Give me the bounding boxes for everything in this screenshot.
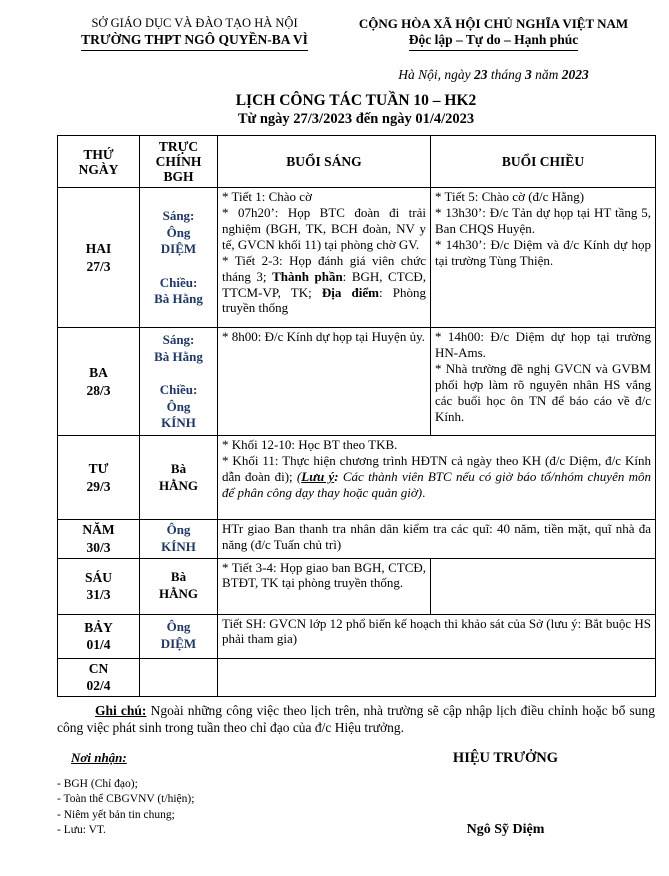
text-line: DIỆM xyxy=(160,241,197,257)
schedule-entry: * Tiết 1: Chào cờ xyxy=(222,189,312,205)
schedule-entry: * Tiết 5: Chào cờ (đ/c Hằng) xyxy=(435,189,585,205)
national-motto: Độc lập – Tự do – Hạnh phúc xyxy=(332,32,655,51)
text-line: SÁU xyxy=(84,569,112,585)
schedule-entry: Tiết SH: GVCN lớp 12 phổ biến kế hoạch thi khảo sát của Sở (lưu ý: Bắt buộc HS phải tham gia) xyxy=(222,615,651,647)
table-row xyxy=(58,658,656,696)
text-line: BUỔI CHIỀU xyxy=(501,154,585,170)
text-line: KÍNH xyxy=(161,415,196,431)
text-line xyxy=(140,365,217,382)
text-line: - BGH (Chỉ đạo); xyxy=(57,777,138,790)
schedule-entry: * 13h30’: Đ/c Tản dự họp tại HT tầng 5, Ban CHQS Huyện. xyxy=(435,205,651,237)
afternoon-cell xyxy=(431,328,656,436)
all-day-cell xyxy=(218,614,656,658)
text-line: BẢY xyxy=(84,619,113,635)
schedule-table xyxy=(57,135,656,697)
duty-cell xyxy=(140,520,218,558)
table-row xyxy=(58,520,656,558)
text-line: 31/3 xyxy=(86,587,111,603)
text-line: 02/4 xyxy=(86,678,111,694)
column-header-day xyxy=(58,136,140,188)
day-cell xyxy=(58,614,140,658)
text-line: NĂM xyxy=(82,522,115,538)
text-line: Bà Hằng xyxy=(154,348,203,364)
text-line: Chiều: xyxy=(159,381,198,397)
schedule-entry: * Khối 11: Thực hiện chương trình HĐTN cả ngày theo KH (đ/c Diệm, đ/c Kính dẫn đoàn đi); (Lưu ý: Các thành viên BTC nếu có giờ báo tổ/nhóm chuyên môn để phân công dạy thay hoặc quản giờ). xyxy=(222,453,651,501)
text-line: Bà xyxy=(170,569,187,585)
afternoon-cell xyxy=(431,188,656,328)
day-cell xyxy=(58,328,140,436)
schedule-entry: * Tiết 3-4: Họp giao ban BGH, CTCĐ, BTĐT, TK tại phòng truyền thống. xyxy=(222,559,426,591)
schedule-entry: * 07h20’: Họp BTC đoàn đi trải nghiệm (BGH, TK, BCH đoàn, NV y tế, GVCN khối 11) tại phòng chờ GV. xyxy=(222,205,426,253)
issuing-org-block xyxy=(57,16,332,51)
school-name: TRƯỜNG THPT NGÔ QUYỀN-BA VÌ xyxy=(57,32,332,51)
column-header-afternoon xyxy=(431,136,656,188)
text-line: 27/3 xyxy=(86,258,111,274)
text-line: Ông xyxy=(166,522,191,538)
text-line: Ông xyxy=(166,398,191,414)
schedule-entry: * 8h00: Đ/c Kính dự họp tại Huyện ủy. xyxy=(222,329,425,345)
day-cell xyxy=(58,520,140,558)
text-line: HAI xyxy=(85,241,112,257)
schedule-entry: * Tiết 2-3: Họp đánh giá viên chức tháng 3; Thành phần: BGH, CTCĐ, TTCM-VP, TK; Địa điểm: Phòng truyền thống xyxy=(222,252,426,316)
national-motto-block xyxy=(332,16,655,51)
schedule-entry: * 14h00: Đ/c Diệm dự họp tại trường HN-Ams. xyxy=(435,329,651,361)
text-line: TƯ xyxy=(88,461,109,477)
document-footer xyxy=(57,750,655,839)
text-line: Ông xyxy=(166,224,191,240)
all-day-cell xyxy=(218,520,656,558)
table-row xyxy=(58,558,656,614)
morning-cell xyxy=(218,188,431,328)
morning-cell xyxy=(218,558,431,614)
schedule-entry: * Khối 12-10: Học BT theo TKB. xyxy=(222,437,398,453)
day-cell xyxy=(58,188,140,328)
table-row xyxy=(58,328,656,436)
distribution-label: Nơi nhận: xyxy=(71,749,127,765)
day-cell xyxy=(58,658,140,696)
schedule-table-header xyxy=(58,136,656,188)
schedule-table-rows xyxy=(58,188,656,696)
distribution-list xyxy=(57,777,356,839)
table-row xyxy=(58,436,656,520)
text-line: NGÀY xyxy=(78,161,119,177)
text-line: CN xyxy=(88,660,109,676)
text-line: TRỰC xyxy=(158,139,199,155)
text-line: DIỆM xyxy=(160,636,197,652)
text-line: Bà xyxy=(170,461,187,477)
text-line: - Niêm yết bản tin chung; xyxy=(57,808,175,821)
note-paragraph: Ghi chú: Ngoài những công việc theo lịch trên, nhà trường sẽ cập nhập lịch điều chỉnh hoặc bổ sung công việc phát sinh trong tuần theo chỉ đạo của đ/c Hiệu trưởng. xyxy=(57,702,655,736)
day-cell xyxy=(58,558,140,614)
text-line: HẰNG xyxy=(159,477,198,493)
text-line: KÍNH xyxy=(161,539,196,554)
text-line xyxy=(140,258,217,275)
text-line: 01/4 xyxy=(86,637,111,653)
schedule-entry: * Nhà trường đề nghị GVCN và GVBM phối hợp làm rõ nguyên nhân HS vắng các buổi học ôn TN để báo cáo về đ/c Kính. xyxy=(435,361,651,424)
all-day-cell xyxy=(218,436,656,520)
text-line: BA xyxy=(89,365,108,381)
page-subtitle: Từ ngày 27/3/2023 đến ngày 01/4/2023 xyxy=(237,111,475,128)
national-title: CỘNG HÒA XÃ HỘI CHỦ NGHĨA VIỆT NAM xyxy=(358,16,629,31)
signer-title: HIỆU TRƯỞNG xyxy=(452,749,559,766)
text-line: Chiều: xyxy=(159,274,198,290)
text-line: Bà Hằng xyxy=(154,291,203,307)
duty-cell xyxy=(140,558,218,614)
text-line: THỨ xyxy=(83,146,114,162)
schedule-entry: HTr giao Ban thanh tra nhân dân kiểm tra các quĩ: 40 năm, tiền mặt, quĩ nhà đa năng (đ/c Tuấn chủ trì) xyxy=(222,521,651,553)
duty-cell xyxy=(140,614,218,658)
text-line: Ông xyxy=(166,619,191,635)
distribution-block xyxy=(57,750,356,839)
column-header-morning xyxy=(218,136,431,188)
text-line: - Lưu: VT. xyxy=(57,824,106,837)
day-cell xyxy=(58,436,140,520)
page-title: LỊCH CÔNG TÁC TUẦN 10 – HK2 xyxy=(235,92,477,110)
header-row xyxy=(58,136,656,188)
text-line: - Toàn thể CBGVNV (t/hiện); xyxy=(57,793,195,806)
text-line: Sáng: xyxy=(162,332,195,348)
text-line: BUỔI SÁNG xyxy=(286,154,362,170)
duty-cell xyxy=(140,658,218,696)
table-row xyxy=(58,614,656,658)
afternoon-cell xyxy=(431,558,656,614)
column-header-duty xyxy=(140,136,218,188)
org-parent-name: SỞ GIÁO DỤC VÀ ĐÀO TẠO HÀ NỘI xyxy=(91,16,298,30)
duty-cell xyxy=(140,436,218,520)
duty-cell xyxy=(140,188,218,328)
all-day-cell xyxy=(218,658,656,696)
text-line: CHÍNH xyxy=(155,154,202,170)
text-line: HẰNG xyxy=(159,586,198,602)
text-line: Sáng: xyxy=(162,208,195,224)
document-header xyxy=(57,16,655,51)
place-date-line: Hà Nội, ngày 23 tháng 3 năm 2023 xyxy=(398,67,589,83)
signer-name: Ngô Sỹ Diệm xyxy=(466,821,545,837)
schedule-entry: * 14h30’: Đ/c Diệm và đ/c Kính dự họp tại trường Tùng Thiện. xyxy=(435,237,651,268)
signature-block xyxy=(356,750,655,839)
morning-cell xyxy=(218,328,431,436)
text-line: 30/3 xyxy=(86,540,111,555)
text-line: 29/3 xyxy=(86,478,111,494)
table-row xyxy=(58,188,656,328)
text-line: BGH xyxy=(163,169,194,185)
duty-cell xyxy=(140,328,218,436)
text-line: 28/3 xyxy=(86,382,111,398)
